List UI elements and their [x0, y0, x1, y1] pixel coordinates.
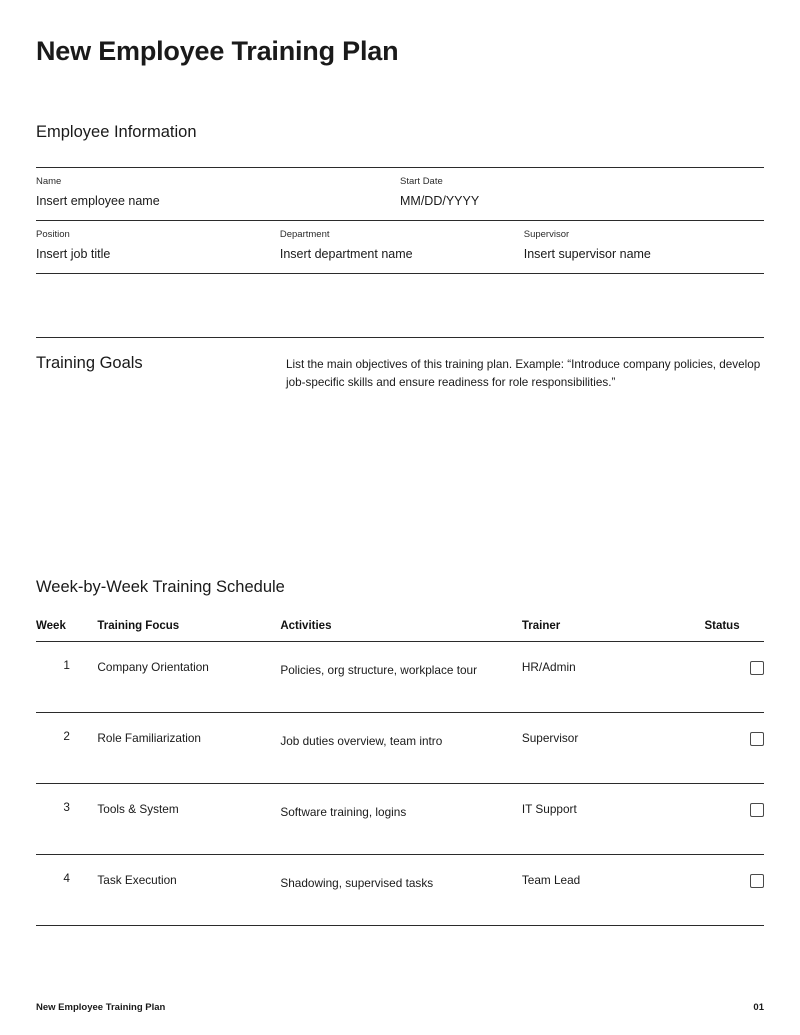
cell-week: 1 [36, 642, 97, 713]
table-row [36, 855, 764, 926]
table-row [36, 642, 764, 713]
status-checkbox[interactable] [750, 732, 764, 746]
column-header-trainer: Trainer [522, 620, 705, 642]
employee-information-section [36, 123, 764, 274]
cell-activities[interactable]: Policies, org structure, workplace tour [280, 642, 522, 713]
field-name[interactable] [36, 175, 400, 211]
cell-week: 2 [36, 713, 97, 784]
info-row [36, 221, 764, 274]
column-header-training-focus: Training Focus [97, 620, 280, 642]
page-title: New Employee Training Plan [36, 36, 399, 66]
cell-training-focus[interactable]: Company Orientation [97, 642, 280, 713]
field-supervisor[interactable] [524, 228, 764, 264]
cell-trainer[interactable]: Team Lead [522, 855, 705, 926]
cell-training-focus[interactable]: Tools & System [97, 784, 280, 855]
cell-week: 3 [36, 784, 97, 855]
cell-status [704, 855, 764, 926]
cell-status [704, 784, 764, 855]
cell-activities[interactable]: Shadowing, supervised tasks [280, 855, 522, 926]
cell-activities[interactable]: Software training, logins [280, 784, 522, 855]
status-checkbox[interactable] [750, 874, 764, 888]
cell-trainer[interactable]: HR/Admin [522, 642, 705, 713]
field-name-value[interactable]: Insert employee name [36, 194, 160, 209]
cell-trainer[interactable]: IT Support [522, 784, 705, 855]
field-name-label: Name [36, 175, 62, 187]
column-header-week: Week [36, 620, 97, 642]
training-goals-text[interactable]: List the main objectives of this training plan. Example: “Introduce company policies, develop job-specific skills and ensure readiness for role responsibilities.” [286, 358, 761, 390]
page-footer [36, 1002, 764, 1013]
training-schedule-section [36, 578, 764, 927]
field-department-value[interactable]: Insert department name [279, 247, 413, 262]
field-start-date-value[interactable]: MM/DD/YYYY [400, 194, 480, 209]
employee-information-heading: Employee Information [36, 123, 197, 142]
cell-training-focus[interactable]: Task Execution [97, 855, 280, 926]
table-row [36, 784, 764, 855]
field-supervisor-label: Supervisor [523, 229, 570, 241]
table-header-row [36, 620, 764, 642]
field-start-date[interactable] [400, 175, 764, 211]
footer-page-number: 01 [753, 1002, 764, 1013]
column-header-status: Status [704, 620, 764, 642]
column-header-activities: Activities [280, 620, 522, 642]
field-position[interactable] [36, 228, 280, 264]
cell-trainer[interactable]: Supervisor [522, 713, 705, 784]
info-row [36, 168, 764, 221]
cell-week: 4 [36, 855, 97, 926]
status-checkbox[interactable] [750, 661, 764, 675]
footer-title: New Employee Training Plan [36, 1002, 166, 1013]
cell-status [704, 713, 764, 784]
training-goals-heading: Training Goals [36, 354, 143, 373]
table-row [36, 713, 764, 784]
status-checkbox[interactable] [750, 803, 764, 817]
training-schedule-heading: Week-by-Week Training Schedule [36, 577, 285, 596]
cell-activities[interactable]: Job duties overview, team intro [280, 713, 522, 784]
employee-information-table [36, 167, 764, 275]
field-start-date-label: Start Date [400, 175, 443, 187]
field-department-label: Department [279, 229, 330, 241]
training-schedule-table [36, 620, 764, 926]
cell-status [704, 642, 764, 713]
field-position-value[interactable]: Insert job title [36, 247, 111, 262]
training-goals-section [36, 337, 764, 392]
field-position-label: Position [36, 229, 70, 241]
field-supervisor-value[interactable]: Insert supervisor name [523, 247, 651, 262]
field-department[interactable] [280, 228, 524, 264]
cell-training-focus[interactable]: Role Familiarization [97, 713, 280, 784]
